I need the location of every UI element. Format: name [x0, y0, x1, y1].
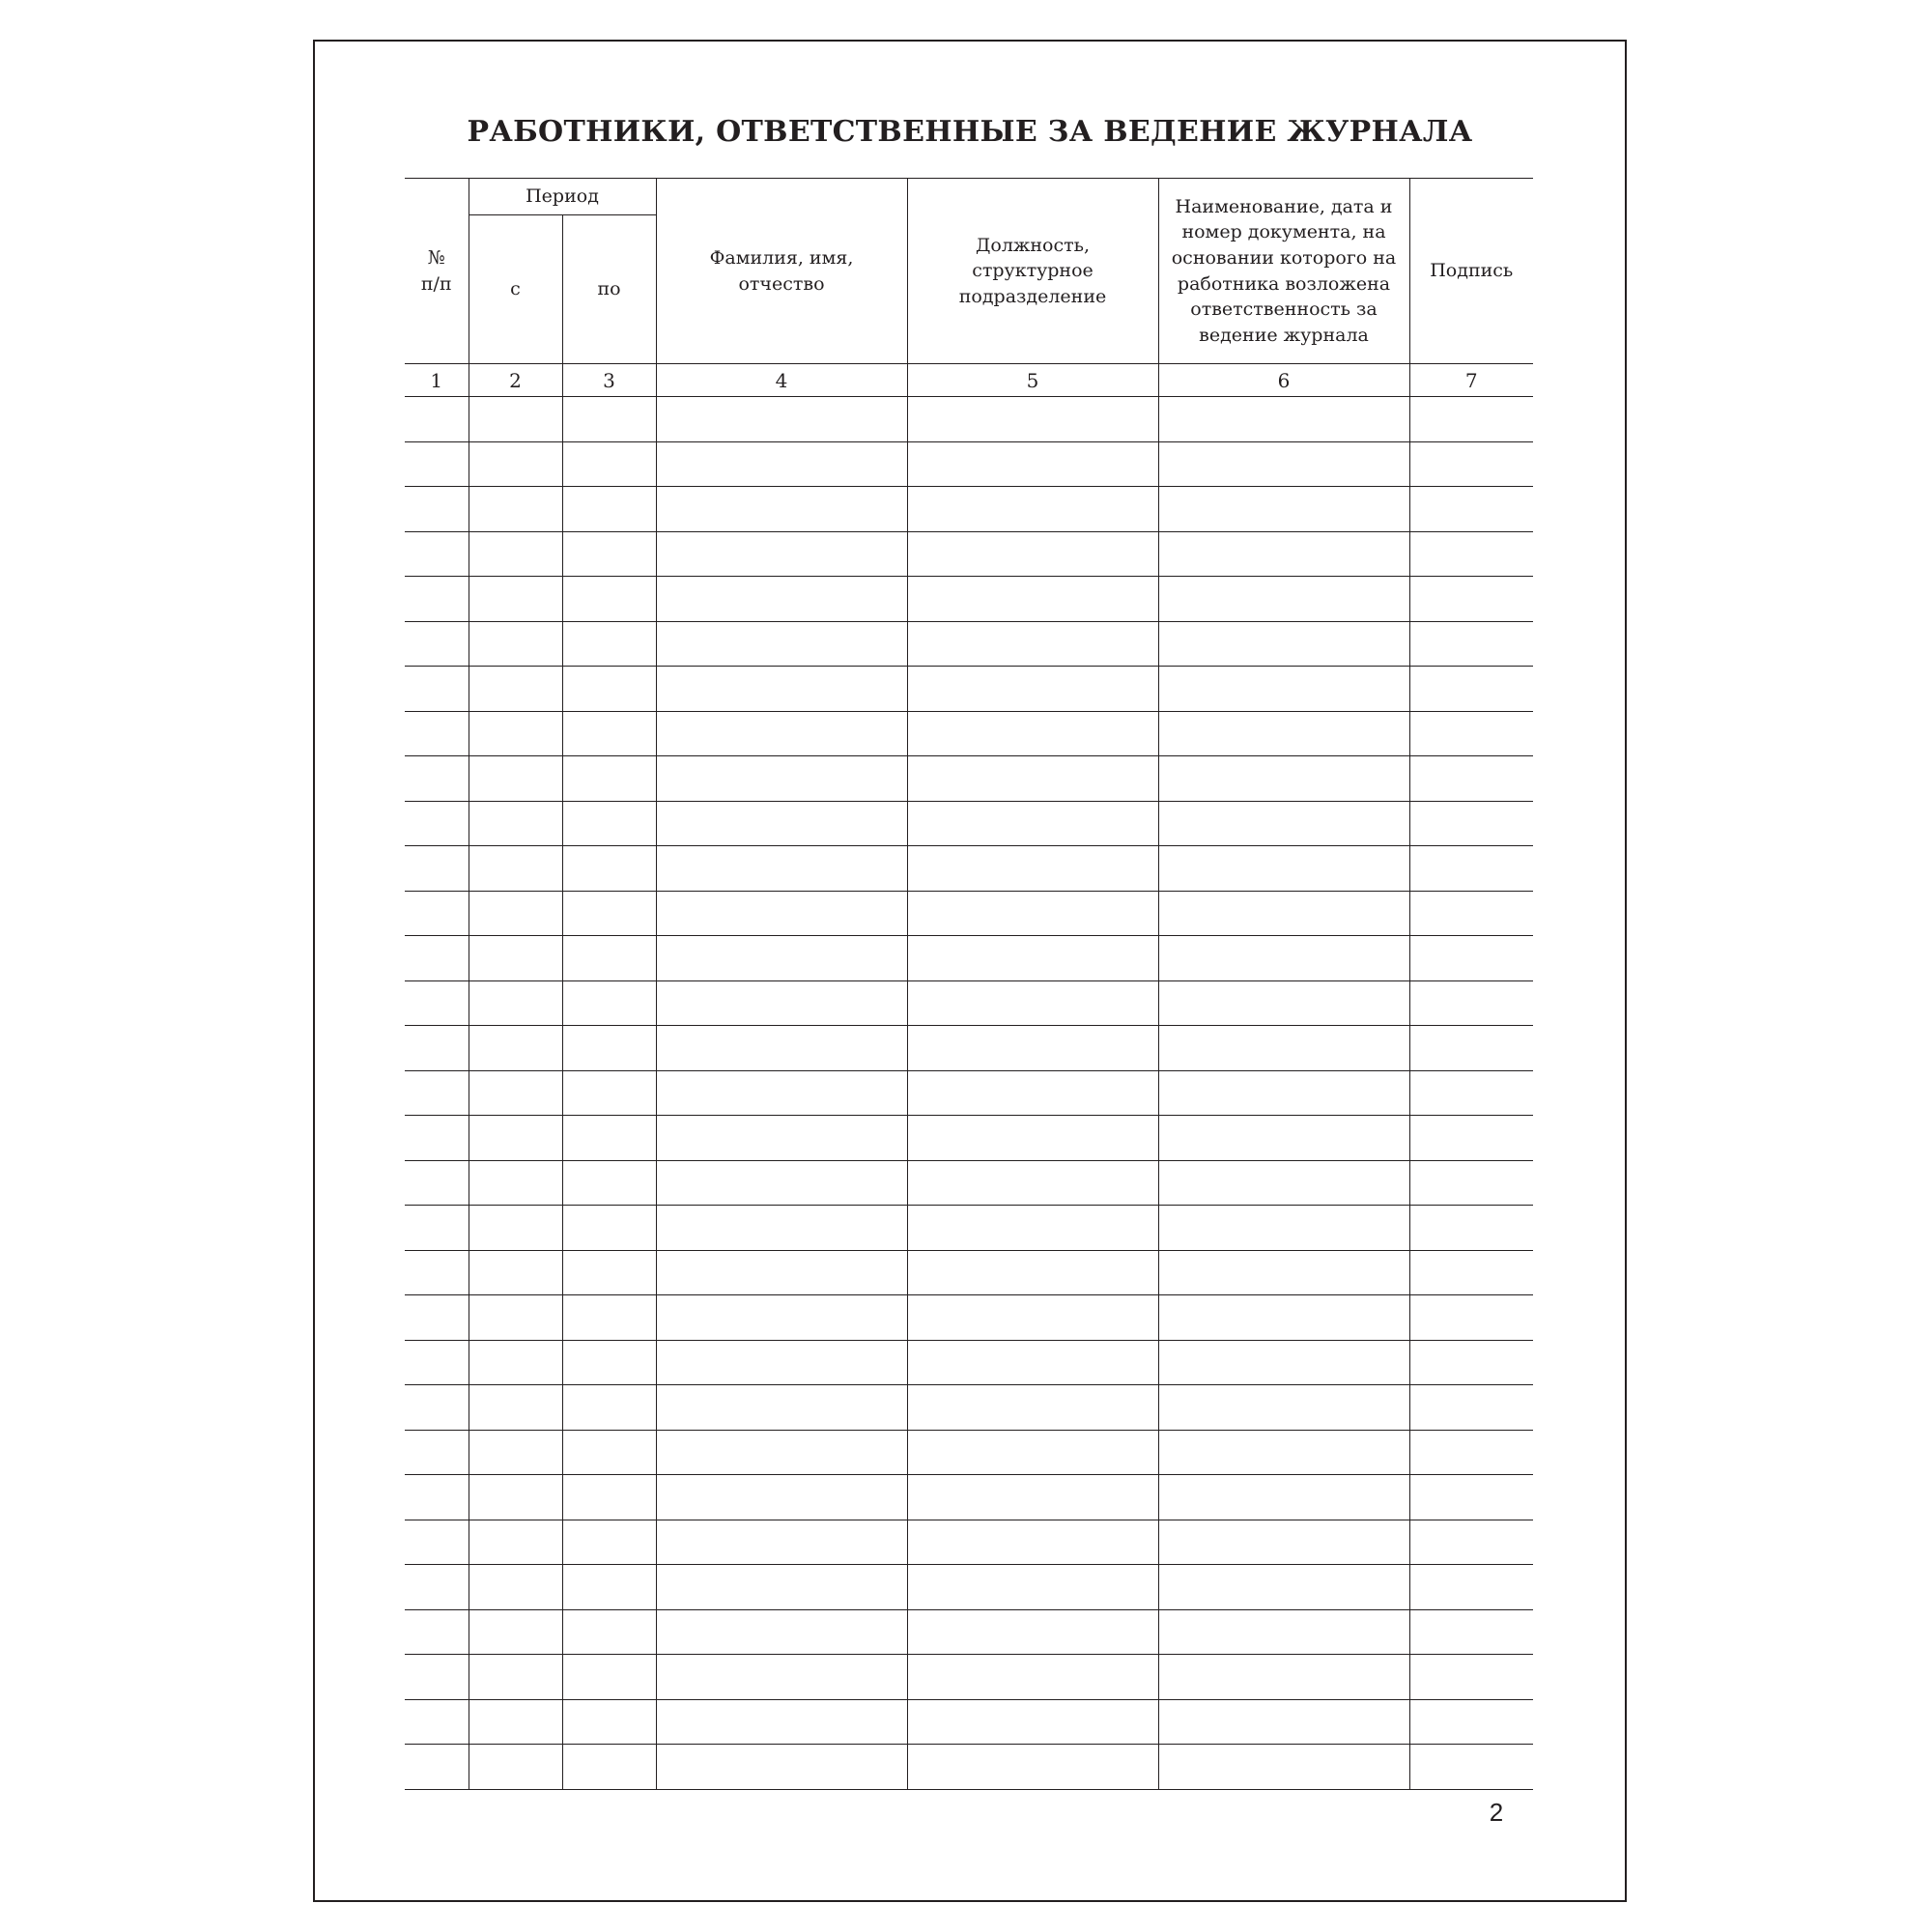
table-cell[interactable]	[562, 621, 656, 667]
table-cell[interactable]	[469, 1160, 562, 1206]
table-cell[interactable]	[656, 577, 907, 622]
table-cell[interactable]	[562, 1745, 656, 1790]
table-row	[405, 667, 1533, 712]
table-cell[interactable]	[405, 1385, 469, 1431]
table-cell[interactable]	[1409, 1655, 1533, 1700]
table-cell[interactable]	[656, 980, 907, 1026]
table-cell[interactable]	[562, 1206, 656, 1251]
table-cell[interactable]	[907, 1340, 1158, 1385]
table-cell[interactable]	[562, 1520, 656, 1565]
table-cell[interactable]	[562, 1565, 656, 1610]
header-document: Наименование, дата и номер документа, на основании которого на работника возложена ответственность за ведение журнала	[1158, 179, 1409, 364]
table-cell[interactable]	[469, 1295, 562, 1341]
table-cell[interactable]	[1409, 1745, 1533, 1790]
table-cell[interactable]	[907, 1565, 1158, 1610]
table-cell[interactable]	[562, 801, 656, 846]
table-cell[interactable]	[405, 1655, 469, 1700]
table-cell[interactable]	[469, 1430, 562, 1475]
table-cell[interactable]	[469, 1655, 562, 1700]
table-cell[interactable]	[1158, 1026, 1409, 1071]
table-cell[interactable]	[562, 531, 656, 577]
table-cell[interactable]	[469, 980, 562, 1026]
table-cell[interactable]	[907, 1160, 1158, 1206]
table-cell[interactable]	[405, 1295, 469, 1341]
table-cell[interactable]	[405, 531, 469, 577]
table-cell[interactable]	[1158, 1116, 1409, 1161]
table-cell[interactable]	[405, 1565, 469, 1610]
table-cell[interactable]	[1409, 441, 1533, 487]
table-cell[interactable]	[405, 846, 469, 892]
table-cell[interactable]	[907, 711, 1158, 756]
table-cell[interactable]	[405, 621, 469, 667]
table-cell[interactable]	[405, 1520, 469, 1565]
table-cell[interactable]	[1409, 756, 1533, 802]
table-cell[interactable]	[907, 980, 1158, 1026]
table-cell[interactable]	[1409, 621, 1533, 667]
table-cell[interactable]	[907, 1475, 1158, 1520]
responsible-employees-table	[405, 178, 1533, 1790]
table-cell[interactable]	[562, 441, 656, 487]
table-cell[interactable]	[562, 1160, 656, 1206]
table-cell[interactable]	[469, 846, 562, 892]
table-cell[interactable]	[656, 1520, 907, 1565]
table-cell[interactable]	[405, 441, 469, 487]
table-cell[interactable]	[656, 667, 907, 712]
table-cell[interactable]	[1409, 1116, 1533, 1161]
table-cell[interactable]	[469, 1026, 562, 1071]
header-position: Должность, структурное подразделение	[907, 179, 1158, 364]
header-full-name: Фамилия, имя, отчество	[656, 179, 907, 364]
table-cell[interactable]	[562, 1655, 656, 1700]
table-cell[interactable]	[1409, 1609, 1533, 1655]
table-cell[interactable]	[1409, 1160, 1533, 1206]
table-row	[405, 1385, 1533, 1431]
table-row	[405, 1340, 1533, 1385]
table-cell[interactable]	[656, 441, 907, 487]
table-cell[interactable]	[1409, 1070, 1533, 1116]
table-cell[interactable]	[405, 756, 469, 802]
table-cell[interactable]	[1158, 577, 1409, 622]
table-cell[interactable]	[656, 801, 907, 846]
table-cell[interactable]	[469, 1699, 562, 1745]
table-cell[interactable]	[405, 1250, 469, 1295]
table-cell[interactable]	[656, 531, 907, 577]
table-cell[interactable]	[405, 1609, 469, 1655]
table-cell[interactable]	[656, 1475, 907, 1520]
table-cell[interactable]	[469, 756, 562, 802]
table-cell[interactable]	[656, 487, 907, 532]
table-cell[interactable]	[907, 441, 1158, 487]
table-cell[interactable]	[656, 1070, 907, 1116]
table-row	[405, 1745, 1533, 1790]
table-row	[405, 1295, 1533, 1341]
table-cell[interactable]	[907, 577, 1158, 622]
table-cell[interactable]	[656, 1206, 907, 1251]
table-cell[interactable]	[656, 1655, 907, 1700]
table-cell[interactable]	[907, 1609, 1158, 1655]
table-cell[interactable]	[1158, 1295, 1409, 1341]
table-cell[interactable]	[1158, 1250, 1409, 1295]
table-cell[interactable]	[907, 1520, 1158, 1565]
table-row	[405, 577, 1533, 622]
table-row	[405, 621, 1533, 667]
table-cell[interactable]	[907, 1070, 1158, 1116]
table-cell[interactable]	[907, 1250, 1158, 1295]
table-cell[interactable]	[907, 1295, 1158, 1341]
table-cell[interactable]	[405, 1026, 469, 1071]
table-cell[interactable]	[656, 397, 907, 442]
table-cell[interactable]	[656, 1250, 907, 1295]
table-cell[interactable]	[469, 531, 562, 577]
column-number: 3	[562, 364, 656, 397]
table-cell[interactable]	[469, 577, 562, 622]
table-row	[405, 1430, 1533, 1475]
table-cell[interactable]	[907, 1745, 1158, 1790]
table-row	[405, 891, 1533, 936]
table-cell[interactable]	[562, 1699, 656, 1745]
table-cell[interactable]	[562, 1609, 656, 1655]
table-row	[405, 1116, 1533, 1161]
table-cell[interactable]	[1158, 1070, 1409, 1116]
table-cell[interactable]	[1158, 1609, 1409, 1655]
table-row	[405, 756, 1533, 802]
table-cell[interactable]	[1409, 1206, 1533, 1251]
table-cell[interactable]	[405, 487, 469, 532]
table-cell[interactable]	[562, 1340, 656, 1385]
table-cell[interactable]	[656, 711, 907, 756]
column-number: 4	[656, 364, 907, 397]
table-cell[interactable]	[1409, 577, 1533, 622]
table-cell[interactable]	[907, 621, 1158, 667]
table-cell[interactable]	[656, 1295, 907, 1341]
table-cell[interactable]	[907, 1430, 1158, 1475]
table-cell[interactable]	[469, 801, 562, 846]
table-cell[interactable]	[1158, 487, 1409, 532]
table-row	[405, 1565, 1533, 1610]
table-row	[405, 397, 1533, 442]
table-cell[interactable]	[1158, 531, 1409, 577]
table-row	[405, 1475, 1533, 1520]
table-cell[interactable]	[405, 936, 469, 981]
table-cell[interactable]	[1158, 1745, 1409, 1790]
table-row	[405, 1699, 1533, 1745]
table-cell[interactable]	[469, 1385, 562, 1431]
table-cell[interactable]	[562, 1070, 656, 1116]
header-period: Период	[469, 179, 656, 215]
table-row	[405, 1520, 1533, 1565]
table-cell[interactable]	[562, 1116, 656, 1161]
table-cell[interactable]	[562, 891, 656, 936]
table-row	[405, 1250, 1533, 1295]
table-cell[interactable]	[469, 936, 562, 981]
table-cell[interactable]	[405, 1206, 469, 1251]
table-cell[interactable]	[907, 1385, 1158, 1431]
table-cell[interactable]	[405, 801, 469, 846]
table-cell[interactable]	[562, 667, 656, 712]
table-cell[interactable]	[562, 1026, 656, 1071]
table-cell[interactable]	[656, 1745, 907, 1790]
table-cell[interactable]	[907, 891, 1158, 936]
header-period-from: с	[469, 215, 562, 364]
table-cell[interactable]	[1158, 1655, 1409, 1700]
table-cell[interactable]	[656, 846, 907, 892]
table-cell[interactable]	[405, 1070, 469, 1116]
table-cell[interactable]	[405, 1475, 469, 1520]
page-number: 2	[1489, 1798, 1504, 1827]
table-cell[interactable]	[562, 1475, 656, 1520]
table-cell[interactable]	[907, 487, 1158, 532]
table-cell[interactable]	[405, 577, 469, 622]
table-cell[interactable]	[1158, 667, 1409, 712]
column-number: 5	[907, 364, 1158, 397]
table-cell[interactable]	[469, 1116, 562, 1161]
table-cell[interactable]	[1158, 1475, 1409, 1520]
table-cell[interactable]	[405, 397, 469, 442]
table-cell[interactable]	[1158, 621, 1409, 667]
table-cell[interactable]	[562, 577, 656, 622]
table-row	[405, 1655, 1533, 1700]
table-cell[interactable]	[1409, 801, 1533, 846]
table-cell[interactable]	[562, 1250, 656, 1295]
table-row	[405, 487, 1533, 532]
journal-page	[313, 40, 1627, 1902]
table-row	[405, 711, 1533, 756]
table-row	[405, 1070, 1533, 1116]
table-cell[interactable]	[469, 1206, 562, 1251]
table-cell[interactable]	[656, 1430, 907, 1475]
table-cell[interactable]	[469, 1070, 562, 1116]
table-cell[interactable]	[907, 1699, 1158, 1745]
table-cell[interactable]	[469, 1745, 562, 1790]
table-cell[interactable]	[405, 1699, 469, 1745]
table-cell[interactable]	[405, 891, 469, 936]
table-cell[interactable]	[469, 621, 562, 667]
table-cell[interactable]	[1409, 1385, 1533, 1431]
table-row	[405, 441, 1533, 487]
table-cell[interactable]	[907, 397, 1158, 442]
table-cell[interactable]	[1158, 1430, 1409, 1475]
table-cell[interactable]	[907, 1655, 1158, 1700]
table-cell[interactable]	[562, 980, 656, 1026]
table-cell[interactable]	[562, 487, 656, 532]
column-number: 2	[469, 364, 562, 397]
table-cell[interactable]	[1158, 1206, 1409, 1251]
table-cell[interactable]	[1409, 531, 1533, 577]
table-cell[interactable]	[1158, 711, 1409, 756]
table-cell[interactable]	[1409, 1699, 1533, 1745]
table-row	[405, 531, 1533, 577]
table-cell[interactable]	[469, 1520, 562, 1565]
table-cell[interactable]	[562, 711, 656, 756]
table-cell[interactable]	[1409, 936, 1533, 981]
table-cell[interactable]	[405, 711, 469, 756]
table-cell[interactable]	[469, 1475, 562, 1520]
table-cell[interactable]	[469, 1609, 562, 1655]
table-cell[interactable]	[1158, 846, 1409, 892]
table-cell[interactable]	[1409, 1340, 1533, 1385]
table-cell[interactable]	[562, 397, 656, 442]
table-cell[interactable]	[1409, 397, 1533, 442]
table-cell[interactable]	[656, 1340, 907, 1385]
table-cell[interactable]	[907, 846, 1158, 892]
table-row	[405, 801, 1533, 846]
column-number-row	[405, 364, 1533, 397]
table-cell[interactable]	[1409, 1295, 1533, 1341]
table-cell[interactable]	[405, 1430, 469, 1475]
table-cell[interactable]	[656, 1385, 907, 1431]
table-cell[interactable]	[907, 667, 1158, 712]
table-cell[interactable]	[656, 936, 907, 981]
table-cell[interactable]	[405, 1340, 469, 1385]
table-cell[interactable]	[656, 1699, 907, 1745]
table-cell[interactable]	[1409, 1565, 1533, 1610]
table-cell[interactable]	[656, 1116, 907, 1161]
table-cell[interactable]	[469, 1340, 562, 1385]
table-cell[interactable]	[907, 756, 1158, 802]
table-cell[interactable]	[907, 936, 1158, 981]
table-cell[interactable]	[562, 936, 656, 981]
table-row	[405, 936, 1533, 981]
table-cell[interactable]	[656, 1160, 907, 1206]
table-cell[interactable]	[469, 711, 562, 756]
table-cell[interactable]	[656, 756, 907, 802]
table-cell[interactable]	[1409, 711, 1533, 756]
table-cell[interactable]	[907, 531, 1158, 577]
table-cell[interactable]	[1158, 1340, 1409, 1385]
table-cell[interactable]	[1409, 1250, 1533, 1295]
table-cell[interactable]	[1409, 1430, 1533, 1475]
table-cell[interactable]	[1409, 846, 1533, 892]
table-cell[interactable]	[1158, 1520, 1409, 1565]
table-cell[interactable]	[469, 397, 562, 442]
table-cell[interactable]	[656, 1609, 907, 1655]
table-cell[interactable]	[562, 756, 656, 802]
table-cell[interactable]	[1158, 980, 1409, 1026]
table-cell[interactable]	[1158, 397, 1409, 442]
table-cell[interactable]	[907, 1116, 1158, 1161]
header-number: № п/п	[405, 179, 469, 364]
table-cell[interactable]	[1158, 756, 1409, 802]
table-cell[interactable]	[562, 1430, 656, 1475]
table-cell[interactable]	[1409, 487, 1533, 532]
header-period-to: по	[562, 215, 656, 364]
table-cell[interactable]	[469, 441, 562, 487]
table-body	[405, 397, 1533, 1790]
table-cell[interactable]	[1158, 1385, 1409, 1431]
table-cell[interactable]	[1158, 441, 1409, 487]
page-title: РАБОТНИКИ, ОТВЕТСТВЕННЫЕ ЗА ВЕДЕНИЕ ЖУРНАЛА	[467, 115, 1473, 149]
table-cell[interactable]	[907, 1206, 1158, 1251]
table-cell[interactable]	[1158, 1699, 1409, 1745]
table-cell[interactable]	[1409, 667, 1533, 712]
table-cell[interactable]	[1158, 1160, 1409, 1206]
table-cell[interactable]	[1409, 1026, 1533, 1071]
table-cell[interactable]	[1158, 801, 1409, 846]
table-cell[interactable]	[562, 846, 656, 892]
table-cell[interactable]	[656, 621, 907, 667]
table-row	[405, 980, 1533, 1026]
table-cell[interactable]	[405, 667, 469, 712]
table-cell[interactable]	[469, 891, 562, 936]
table-cell[interactable]	[405, 1116, 469, 1161]
table-cell[interactable]	[469, 667, 562, 712]
table-cell[interactable]	[1409, 1520, 1533, 1565]
table-cell[interactable]	[1158, 936, 1409, 981]
table-cell[interactable]	[1409, 980, 1533, 1026]
table-cell[interactable]	[656, 1565, 907, 1610]
table-cell[interactable]	[469, 487, 562, 532]
table-cell[interactable]	[907, 801, 1158, 846]
table-cell[interactable]	[562, 1295, 656, 1341]
table-cell[interactable]	[469, 1250, 562, 1295]
table-row	[405, 1160, 1533, 1206]
header-signature: Подпись	[1409, 179, 1533, 364]
table-row	[405, 1609, 1533, 1655]
table-cell[interactable]	[1409, 891, 1533, 936]
table-cell[interactable]	[907, 1026, 1158, 1071]
table-row	[405, 846, 1533, 892]
column-number: 1	[405, 364, 469, 397]
table-cell[interactable]	[1158, 1565, 1409, 1610]
table-cell[interactable]	[405, 1745, 469, 1790]
table-cell[interactable]	[1409, 1475, 1533, 1520]
table-cell[interactable]	[656, 1026, 907, 1071]
table-cell[interactable]	[562, 1385, 656, 1431]
table-cell[interactable]	[1158, 891, 1409, 936]
table-row	[405, 1206, 1533, 1251]
column-number: 6	[1158, 364, 1409, 397]
table-cell[interactable]	[469, 1565, 562, 1610]
table-cell[interactable]	[405, 1160, 469, 1206]
table-cell[interactable]	[656, 891, 907, 936]
table-cell[interactable]	[405, 980, 469, 1026]
column-number: 7	[1409, 364, 1533, 397]
table-row	[405, 1026, 1533, 1071]
